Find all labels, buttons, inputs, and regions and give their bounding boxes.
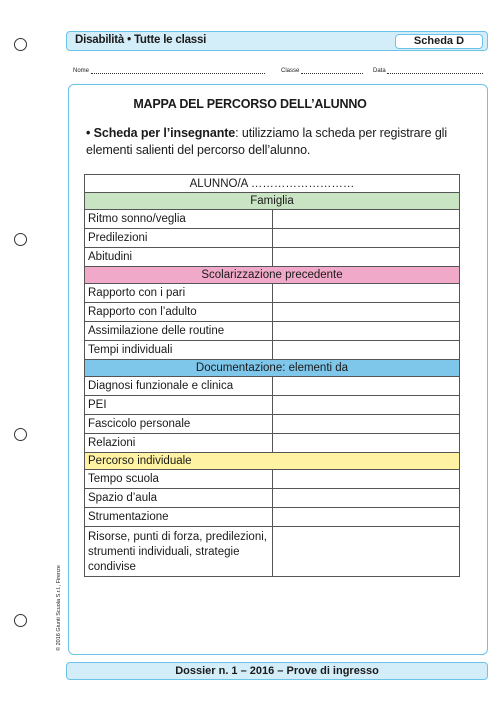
section-header-row xyxy=(85,453,460,470)
section-title: Scolarizzazione precedente xyxy=(85,267,460,284)
table-row xyxy=(85,229,460,248)
row-label: Rapporto con l’adulto xyxy=(85,303,273,322)
table-row xyxy=(85,415,460,434)
class-label: Classe xyxy=(281,68,300,74)
row-label: Ritmo sonno/veglia xyxy=(85,210,273,229)
page-footer: Dossier n. 1 – 2016 – Prove di ingresso xyxy=(66,662,488,680)
table-row xyxy=(85,248,460,267)
student-name-cell[interactable]: ALUNNO/A ……………………… xyxy=(85,175,460,193)
punch-hole xyxy=(14,428,27,441)
table-row xyxy=(85,527,460,577)
date-field[interactable] xyxy=(387,67,483,74)
table-row xyxy=(85,434,460,453)
row-entry-cell[interactable] xyxy=(272,341,460,360)
class-field[interactable] xyxy=(301,67,363,74)
row-label: PEI xyxy=(85,396,273,415)
intro-bold: • Scheda per l’insegnante xyxy=(86,126,236,140)
row-entry-cell[interactable] xyxy=(272,210,460,229)
table-row xyxy=(85,284,460,303)
class-field-line xyxy=(281,67,363,74)
table-row xyxy=(85,210,460,229)
table-row xyxy=(85,470,460,489)
section-title: Famiglia xyxy=(85,193,460,210)
row-label: Relazioni xyxy=(85,434,273,453)
name-field[interactable] xyxy=(91,67,265,74)
side-copyright: © 2016 Giunti Scuola S.r.l., Firenze xyxy=(56,565,62,651)
section-header-row xyxy=(85,193,460,210)
table-row xyxy=(85,341,460,360)
punch-hole xyxy=(14,614,27,627)
row-label: Diagnosi funzionale e clinica xyxy=(85,377,273,396)
table-row xyxy=(85,322,460,341)
name-field-line xyxy=(73,67,265,74)
row-label: Tempo scuola xyxy=(85,470,273,489)
table-row xyxy=(85,508,460,527)
row-label: Predilezioni xyxy=(85,229,273,248)
section-title: Percorso individuale xyxy=(85,453,460,470)
section-title: Documentazione: elementi da xyxy=(85,360,460,377)
student-map-table xyxy=(84,174,460,577)
table-head-row xyxy=(85,175,460,193)
row-entry-cell[interactable] xyxy=(272,322,460,341)
row-label: Abitudini xyxy=(85,248,273,267)
row-entry-cell[interactable] xyxy=(272,303,460,322)
header-title: Disabilità • Tutte le classi xyxy=(75,34,207,46)
row-entry-cell[interactable] xyxy=(272,284,460,303)
punch-hole xyxy=(14,38,27,51)
punch-hole xyxy=(14,233,27,246)
sheet-tag: Scheda D xyxy=(395,34,483,49)
row-label: Tempi individuali xyxy=(85,341,273,360)
row-entry-cell[interactable] xyxy=(272,508,460,527)
row-label: Strumentazione xyxy=(85,508,273,527)
row-label: Assimilazione delle routine xyxy=(85,322,273,341)
row-entry-cell[interactable] xyxy=(272,489,460,508)
row-entry-cell[interactable] xyxy=(272,229,460,248)
page-title: MAPPA DEL PERCORSO DELL’ALUNNO xyxy=(133,97,367,111)
row-entry-cell[interactable] xyxy=(272,470,460,489)
table-row xyxy=(85,377,460,396)
table-row xyxy=(85,303,460,322)
row-label: Spazio d’aula xyxy=(85,489,273,508)
row-label: Rapporto con i pari xyxy=(85,284,273,303)
table-row xyxy=(85,396,460,415)
row-entry-cell[interactable] xyxy=(272,527,460,577)
row-entry-cell[interactable] xyxy=(272,396,460,415)
section-header-row xyxy=(85,267,460,284)
name-label: Nome xyxy=(73,68,90,74)
intro-paragraph xyxy=(86,125,466,159)
row-entry-cell[interactable] xyxy=(272,415,460,434)
intro-text: : utilizziamo la scheda per registrare gli elementi salienti del percorso dell’alunno. xyxy=(86,126,448,157)
date-field-line xyxy=(373,67,483,74)
row-label: Risorse, punti di forza, predilezioni, strumenti individuali, strategie condivise xyxy=(85,527,273,577)
row-entry-cell[interactable] xyxy=(272,434,460,453)
row-label: Fascicolo personale xyxy=(85,415,273,434)
page-header xyxy=(66,31,488,51)
date-label: Data xyxy=(373,68,386,74)
row-entry-cell[interactable] xyxy=(272,377,460,396)
row-entry-cell[interactable] xyxy=(272,248,460,267)
section-header-row xyxy=(85,360,460,377)
table-row xyxy=(85,489,460,508)
